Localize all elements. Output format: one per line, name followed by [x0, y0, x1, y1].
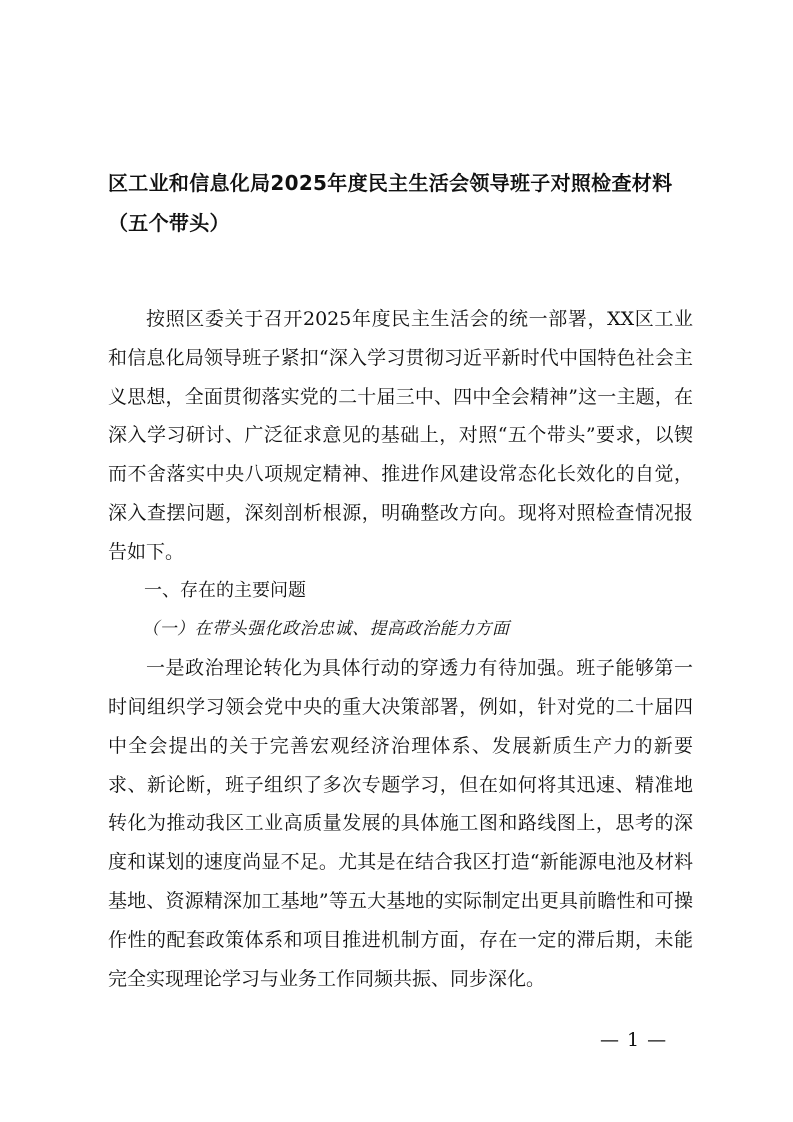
- intro-paragraph: 按照区委关于召开2025年度民主生活会的统一部署，XX区工业和信息化局领导班子紧扣“深入学习贯彻习近平新时代中国特色社会主义思想，全面贯彻落实党的二十届三中、四中全会精神”这一主题，在深入学习研讨、广泛征求意见的基础上，对照“五个带头”要求，以锲而不舍落实中央八项规定精神、推进作风建设常态化长效化的自觉，深入查摆问题，深刻剖析根源，明确整改方向。现将对照检查情况报告如下。: [108, 308, 693, 563]
- section-heading-main-problems: 一、存在的主要问题: [144, 579, 306, 601]
- document-title: 区工业和信息化局2025年度民主生活会领导班子对照检查材料（五个带头）: [108, 171, 673, 235]
- page-number: — 1 —: [600, 1029, 668, 1051]
- subsection-heading-political-loyalty: （一）在带头强化政治忠诚、提高政治能力方面: [142, 619, 510, 640]
- document-body: [108, 300, 693, 998]
- body-paragraph-1: 一是政治理论转化为具体行动的穿透力有待加强。班子能够第一时间组织学习领会党中央的重大决策部署，例如，针对党的二十届四中全会提出的关于完善宏观经济治理体系、发展新质生产力的新要求、新论断，班子组织了多次专题学习，但在如何将其迅速、精准地转化为推动我区工业高质量发展的具体施工图和路线图上，思考的深度和谋划的速度尚显不足。尤其是在结合我区打造“新能源电池及材料基地、资源精深加工基地”等五大基地的实际制定出更具前瞻性和可操作性的配套政策体系和项目推进机制方面，存在一定的滞后期，未能完全实现理论学习与业务工作同频共振、同步深化。: [108, 657, 693, 990]
